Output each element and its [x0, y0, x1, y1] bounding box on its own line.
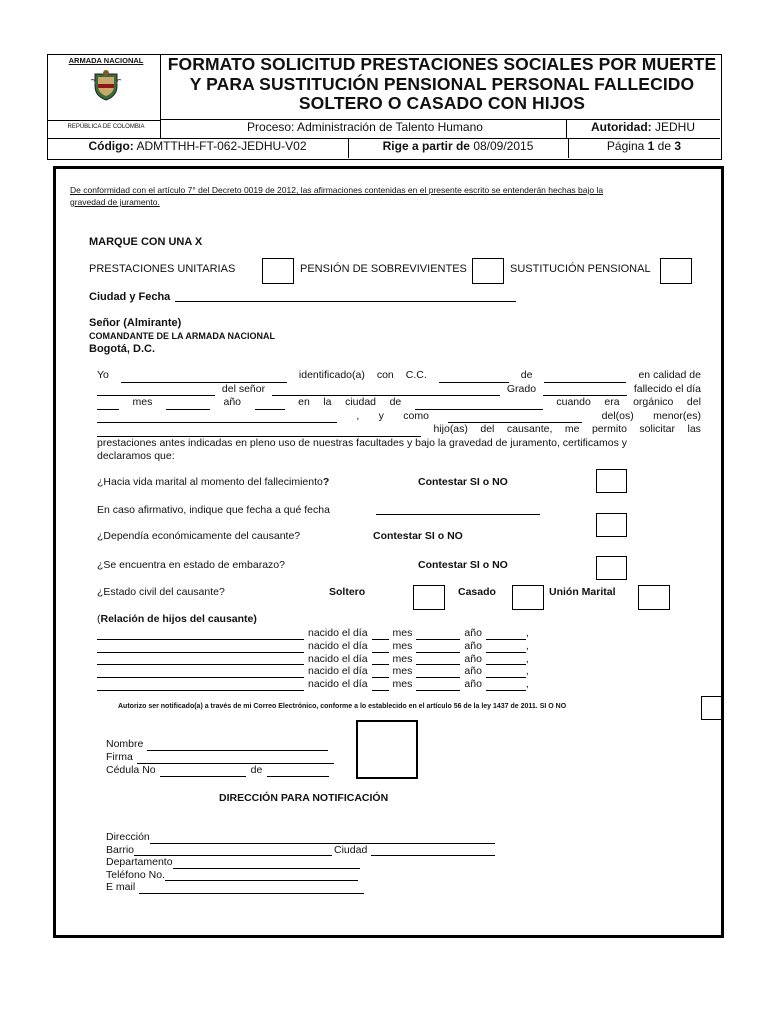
body-text: identificado(a): [298, 369, 365, 381]
header-divider: [47, 120, 160, 121]
body-text: las: [687, 423, 701, 435]
body-text: ,: [356, 409, 360, 422]
body-text: con: [376, 369, 394, 381]
option-prestaciones-checkbox[interactable]: [262, 258, 294, 284]
telefono-label: Teléfono No.: [106, 868, 165, 881]
answer-hint: Contestar SI o NO: [373, 530, 463, 542]
body-text: del(os): [601, 409, 634, 422]
children-heading-paren: (: [97, 613, 101, 625]
child-born-label: nacido el día: [308, 665, 368, 678]
body-text: permito: [591, 423, 627, 435]
option-pension-checkbox[interactable]: [472, 258, 504, 284]
child-row: [97, 665, 529, 678]
day-field[interactable]: [97, 409, 119, 410]
option-sustitucion-checkbox[interactable]: [660, 258, 692, 284]
body-text: año: [223, 396, 242, 408]
child-month-label: mes: [392, 639, 413, 652]
question-civil-status: ¿Estado civil del causante?: [97, 586, 225, 598]
email-label: E mail: [106, 881, 136, 893]
child-month-field[interactable]: [416, 677, 460, 678]
question-pregnancy: ¿Se encuentra en estado de embarazo?: [97, 559, 285, 571]
year-field[interactable]: [255, 409, 285, 410]
authority-label: Autoridad:: [590, 120, 652, 134]
child-name-field[interactable]: [97, 690, 304, 691]
child-name-field[interactable]: [97, 677, 304, 678]
civil-status-union-checkbox[interactable]: [638, 585, 670, 610]
body-text: prestaciones antes indicadas en pleno uso de nuestras facultades y bajo la gravedad de juramento, certificamos y: [97, 436, 627, 449]
child-comma: ,: [525, 665, 529, 678]
cc-city-field[interactable]: [544, 382, 626, 383]
ciudad-fecha-field[interactable]: [175, 301, 516, 302]
child-year-label: año: [464, 665, 482, 678]
option-pension-label: PENSIÓN DE SOBREVIVIENTES: [300, 263, 467, 275]
address-row: [106, 856, 495, 869]
unit-field[interactable]: [97, 422, 337, 423]
body-text: orgánico: [633, 396, 674, 408]
body-text: menor(es): [653, 409, 701, 422]
process-label: Proceso: Administración de Talento Humano: [247, 120, 483, 134]
authority: [566, 120, 720, 134]
question-marital: [97, 476, 329, 488]
code-label: Código:: [88, 139, 134, 153]
addressee-office: COMANDANTE DE LA ARMADA NACIONAL: [89, 331, 275, 341]
cedula-de-label: de: [250, 764, 263, 776]
ciudad-field[interactable]: [371, 855, 495, 856]
telefono-field[interactable]: [165, 880, 358, 881]
child-month-label: mes: [392, 678, 413, 691]
address-row: [106, 869, 495, 882]
body-text: de: [520, 369, 533, 381]
code-value: ADMTTHH-FT-062-JEDHU-V02: [136, 139, 307, 153]
child-year-field[interactable]: [486, 690, 526, 691]
child-year-field[interactable]: [486, 639, 526, 640]
body-text: me: [564, 423, 580, 435]
child-month-field[interactable]: [416, 639, 460, 640]
child-day-field[interactable]: [372, 664, 389, 665]
signature-block: [106, 738, 334, 777]
signature-row: [106, 738, 334, 751]
civil-status-casado-label: Casado: [458, 586, 496, 598]
option-prestaciones-label: PRESTACIONES UNITARIAS: [89, 263, 236, 275]
navy-crest-icon: [89, 68, 123, 102]
body-text: C.C.: [405, 369, 427, 381]
firma-label: Firma: [106, 751, 133, 763]
firma-field[interactable]: [137, 763, 334, 764]
child-name-field[interactable]: [97, 639, 304, 640]
child-month-label: mes: [392, 665, 413, 678]
city-field[interactable]: [415, 409, 543, 410]
question-text: ¿Hacia vida marital al momento del fallecimiento: [97, 476, 323, 488]
marital-date-field[interactable]: [376, 514, 540, 515]
effective-date-label: Rige a partir de: [382, 139, 470, 153]
direccion-label: Dirección: [106, 831, 150, 843]
page-current: 1: [647, 139, 655, 153]
declaration-paragraph: [97, 369, 701, 464]
children-heading: [97, 613, 257, 625]
child-month-label: mes: [392, 627, 413, 639]
child-comma: ,: [525, 627, 529, 639]
child-month-field[interactable]: [416, 664, 460, 665]
body-text: declaramos que:: [97, 450, 175, 462]
question-date: En caso afirmativo, indique que fecha a qué fecha: [97, 504, 330, 516]
body-text: de: [389, 396, 402, 408]
body-text: la: [323, 396, 332, 408]
month-field[interactable]: [166, 409, 210, 410]
addressee: [89, 317, 275, 356]
signature-row: [106, 751, 334, 764]
cedula-field[interactable]: [160, 776, 246, 777]
nombre-label: Nombre: [106, 738, 144, 750]
child-year-label: año: [464, 627, 482, 639]
question-dependency: ¿Dependía económicamente del causante?: [97, 530, 301, 542]
child-month-field[interactable]: [416, 652, 460, 653]
body-text: Grado: [506, 382, 537, 395]
form-frame: [53, 166, 724, 938]
civil-status-soltero-label: Soltero: [329, 586, 366, 598]
title-line: FORMATO SOLICITUD PRESTACIONES SOCIALES POR MUERTE: [167, 54, 717, 74]
civil-status-casado-checkbox[interactable]: [512, 585, 544, 610]
child-year-label: año: [464, 652, 482, 665]
direccion-heading: DIRECCIÓN PARA NOTIFICACIÓN: [219, 792, 389, 804]
address-row: [106, 831, 495, 844]
body-text: mes: [132, 396, 153, 408]
body-text: en calidad de: [638, 369, 701, 381]
body-text: en: [298, 396, 310, 408]
address-row: [106, 844, 495, 857]
child-row: [97, 678, 529, 691]
ciudad-label: Ciudad: [334, 843, 368, 856]
email-field[interactable]: [139, 893, 364, 894]
nombre-field[interactable]: [147, 750, 328, 751]
body-text: ciudad: [345, 396, 377, 408]
cedula-city-field[interactable]: [267, 776, 329, 777]
title-line: SOLTERO O CASADO CON HIJOS: [298, 93, 586, 113]
question-mark: ?: [322, 476, 330, 488]
email-authorization-box[interactable]: [701, 696, 723, 720]
authority-value: JEDHU: [654, 120, 695, 134]
departamento-label: Departamento: [106, 856, 173, 868]
intro-line: De conformidad con el artículo 7° del Decreto 0019 de 2012, las afirmaciones contenidas en el presente escrito se entenderán hechas bajo la: [70, 185, 604, 195]
child-year-label: año: [464, 678, 482, 691]
child-month-label: mes: [392, 652, 413, 665]
body-text: causante,: [506, 423, 553, 435]
child-year-label: año: [464, 639, 482, 652]
form-title: [164, 55, 720, 114]
option-sustitucion-label: SUSTITUCIÓN PENSIONAL: [510, 263, 651, 275]
child-year-field[interactable]: [486, 677, 526, 678]
child-day-field[interactable]: [372, 652, 389, 653]
body-text: como: [403, 409, 429, 422]
children-heading-text: Relación de hijos del causante): [100, 613, 257, 625]
child-name-field[interactable]: [97, 664, 304, 665]
cedula-label: Cédula No: [106, 764, 156, 776]
child-day-field[interactable]: [372, 690, 389, 691]
page-label: Página: [606, 139, 645, 153]
child-year-field[interactable]: [486, 652, 526, 653]
body-text: del: [480, 423, 495, 435]
civil-status-soltero-checkbox[interactable]: [413, 585, 445, 610]
pregnancy-answer-box[interactable]: [596, 556, 627, 580]
address-block: [106, 831, 495, 894]
child-day-field[interactable]: [372, 639, 389, 640]
addressee-title: Señor (Almirante): [89, 317, 182, 329]
effective-date: [348, 139, 568, 153]
signature-row: [106, 764, 334, 777]
org-name: ARMADA NACIONAL: [68, 56, 144, 65]
child-row: [97, 627, 529, 640]
answer-hint: Contestar SI o NO: [418, 476, 508, 488]
ciudad-fecha-label: Ciudad y Fecha: [89, 291, 171, 303]
page-of: de: [657, 139, 672, 153]
child-born-label: nacido el día: [308, 652, 368, 665]
code: [47, 139, 348, 153]
body-text: del: [686, 396, 701, 408]
child-comma: ,: [525, 639, 529, 652]
body-text: del señor: [221, 382, 266, 395]
child-row: [97, 640, 529, 653]
title-line: Y PARA SUSTITUCIÓN PENSIONAL PERSONAL FALLECIDO: [189, 73, 695, 94]
body-text: hijo(as): [433, 423, 468, 435]
child-year-field[interactable]: [486, 664, 526, 665]
child-row: [97, 653, 529, 666]
effective-date-value: 08/09/2015: [473, 139, 534, 153]
child-comma: ,: [525, 678, 529, 691]
intro-text: [70, 184, 710, 208]
dependency-answer-box[interactable]: [596, 513, 627, 537]
body-text: y: [378, 409, 384, 422]
page-number: [568, 139, 720, 153]
child-born-label: nacido el día: [308, 627, 368, 639]
addressee-city: Bogotá, D.C.: [89, 343, 155, 355]
relationship-field[interactable]: [97, 395, 215, 396]
child-comma: ,: [525, 652, 529, 665]
child-name-field[interactable]: [97, 652, 304, 653]
child-born-label: nacido el día: [308, 639, 368, 652]
marital-answer-box[interactable]: [596, 469, 627, 493]
republic-label: REPÚBLICA DE COLOMBIA: [67, 124, 145, 130]
child-day-field[interactable]: [372, 677, 389, 678]
children-list: [97, 627, 529, 691]
fingerprint-box[interactable]: [356, 720, 418, 779]
cc-field[interactable]: [439, 382, 509, 383]
direccion-field[interactable]: [150, 843, 495, 844]
barrio-label: Barrio: [106, 843, 135, 856]
body-text: cuando: [556, 396, 591, 408]
departamento-field[interactable]: [173, 868, 360, 869]
body-text: fallecido el día: [633, 382, 701, 395]
page-total: 3: [674, 139, 682, 153]
body-text: solicitar: [639, 423, 676, 435]
civil-status-union-label: Unión Marital: [549, 586, 616, 598]
intro-line: gravedad de juramento.: [70, 197, 160, 207]
marque-heading: MARQUE CON UNA X: [89, 236, 203, 248]
address-row: [106, 881, 495, 894]
body-text: era: [604, 396, 620, 408]
body-text: Yo: [97, 369, 109, 381]
answer-hint: Contestar SI o NO: [418, 559, 508, 571]
email-authorization-text: Autorizo ser notificado(a) a través de mi Correo Electrónico, conforme a lo establecido en el artículo 56 de la ley 1437 de 2011. SI O NO: [118, 703, 567, 710]
child-month-field[interactable]: [416, 690, 460, 691]
header-divider: [160, 54, 161, 139]
child-born-label: nacido el día: [308, 678, 368, 691]
